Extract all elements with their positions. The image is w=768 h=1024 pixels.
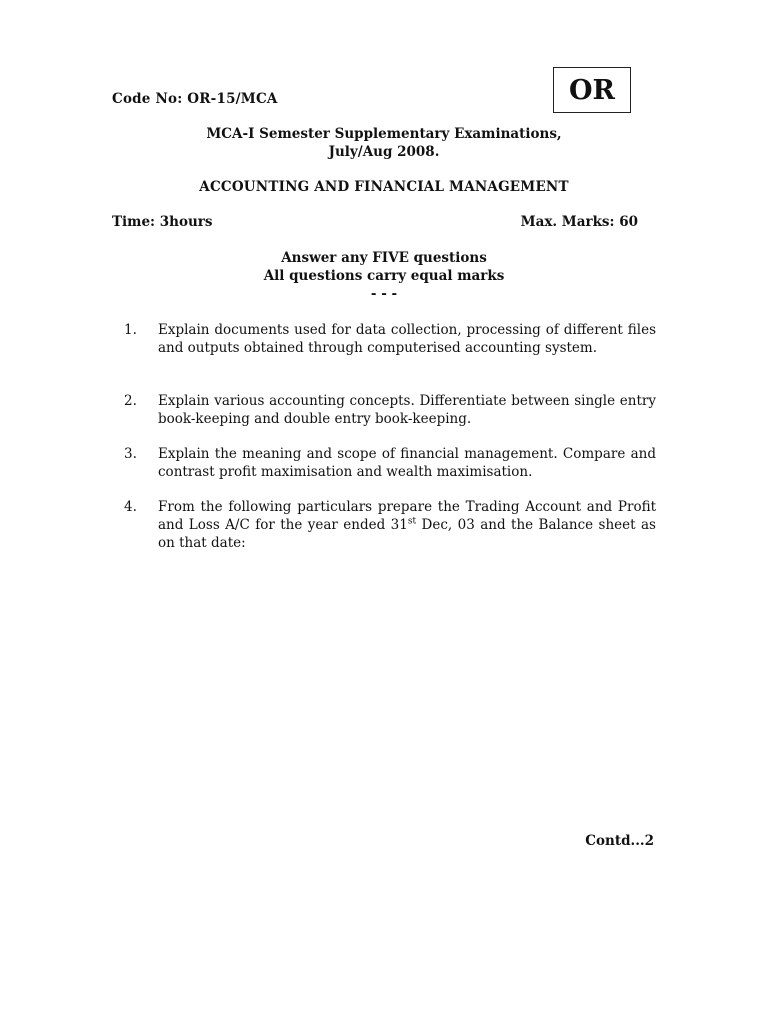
ordinal-suffix: st [407,516,417,527]
exam-title: MCA-I Semester Supplementary Examinations, [206,126,562,142]
question-item [124,321,656,357]
question-number: 4. [124,499,137,515]
exam-date: July/Aug 2008. [328,144,440,160]
subject-title: ACCOUNTING AND FINANCIAL MANAGEMENT [199,179,569,195]
question-item [124,445,656,481]
question-text: Explain documents used for data collection, processing of different files and outputs obtained through computerised accounting system. [158,322,656,356]
question-number: 3. [124,446,137,462]
question-text [158,498,656,552]
question-number: 1. [124,322,137,338]
question-number: 2. [124,393,137,409]
question-text-end: Dec, 03 and the Balance sheet as on that date: [158,517,656,551]
instruction-answer: Answer any FIVE questions [281,250,487,266]
question-text: Explain various accounting concepts. Differentiate between single entry book-keeping and double entry book-keeping. [158,393,656,427]
instruction-marks: All questions carry equal marks [263,268,505,284]
separator: - - - [370,286,398,302]
question-item [124,392,656,428]
question-text: Explain the meaning and scope of financial management. Compare and contrast profit maximisation and wealth maximisation. [158,446,656,480]
max-marks: Max. Marks: 60 [520,214,638,230]
paper-code: Code No: OR-15/MCA [112,91,278,107]
exam-time: Time: 3hours [112,214,213,230]
question-item [124,498,656,552]
continued-note: Contd...2 [585,833,654,849]
question-text-start: From the following particulars prepare the Trading Account and Profit and Loss A/C for the year ended 31 [158,499,656,533]
or-badge: OR [553,67,631,113]
